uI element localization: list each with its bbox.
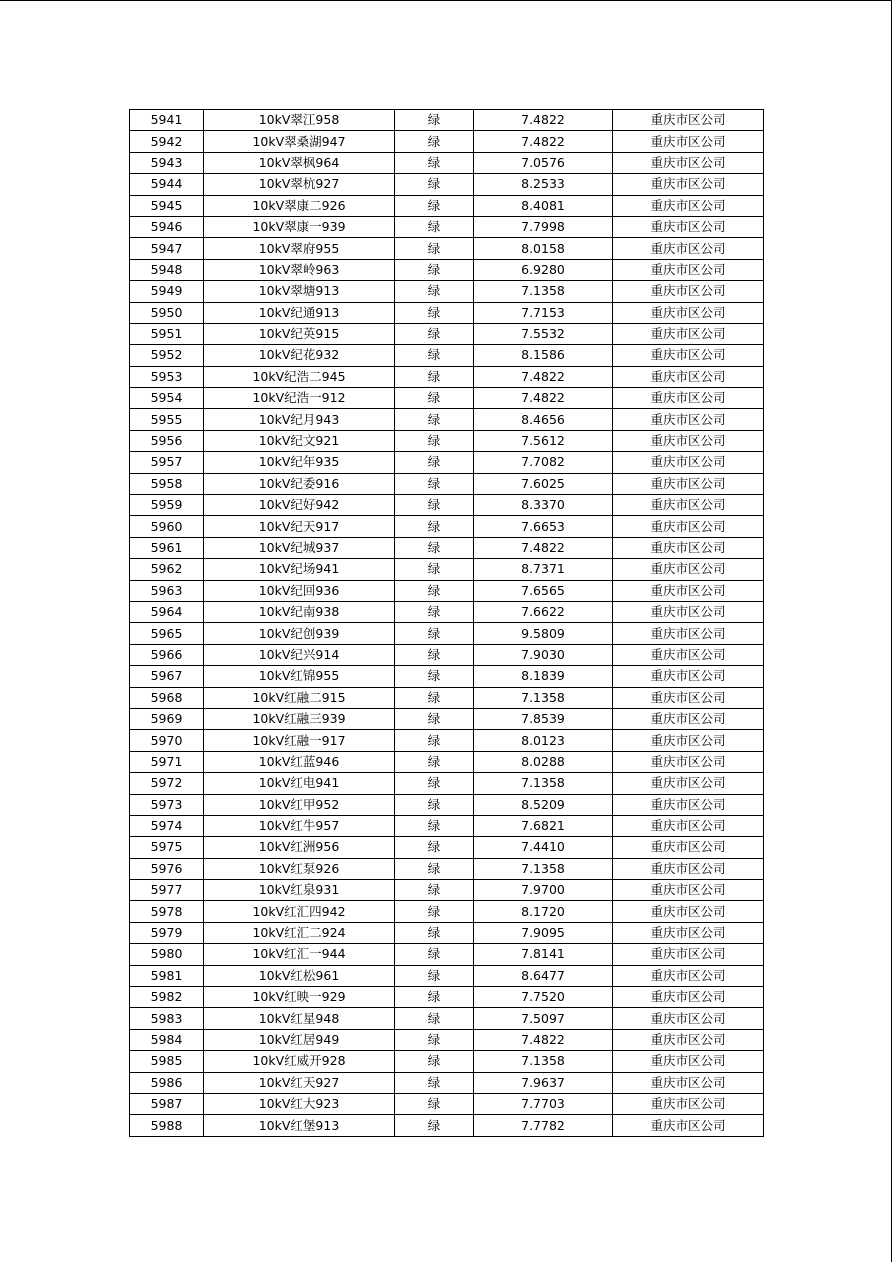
color-level-cell: 绿 — [395, 644, 474, 665]
value-cell: 7.6565 — [474, 580, 613, 601]
company-cell: 重庆市区公司 — [613, 1008, 764, 1029]
value-cell: 7.9095 — [474, 922, 613, 943]
value-cell: 7.4822 — [474, 110, 613, 131]
value-cell: 7.7520 — [474, 987, 613, 1008]
row-number-cell: 5947 — [130, 238, 204, 259]
company-cell: 重庆市区公司 — [613, 666, 764, 687]
line-name-cell: 10kV红洲956 — [204, 837, 395, 858]
row-number-cell: 5970 — [130, 730, 204, 751]
company-cell: 重庆市区公司 — [613, 473, 764, 494]
line-name-cell: 10kV纪天917 — [204, 516, 395, 537]
table-row — [130, 238, 764, 259]
row-number-cell: 5948 — [130, 259, 204, 280]
company-cell: 重庆市区公司 — [613, 794, 764, 815]
value-cell: 7.6025 — [474, 473, 613, 494]
table-row — [130, 559, 764, 580]
row-number-cell: 5951 — [130, 323, 204, 344]
company-cell: 重庆市区公司 — [613, 430, 764, 451]
color-level-cell: 绿 — [395, 880, 474, 901]
color-level-cell: 绿 — [395, 1008, 474, 1029]
table-row — [130, 281, 764, 302]
row-number-cell: 5972 — [130, 773, 204, 794]
value-cell: 7.5532 — [474, 323, 613, 344]
company-cell: 重庆市区公司 — [613, 815, 764, 836]
row-number-cell: 5979 — [130, 922, 204, 943]
color-level-cell: 绿 — [395, 794, 474, 815]
line-name-cell: 10kV纪场941 — [204, 559, 395, 580]
table-row — [130, 495, 764, 516]
company-cell: 重庆市区公司 — [613, 216, 764, 237]
value-cell: 7.0576 — [474, 152, 613, 173]
color-level-cell: 绿 — [395, 430, 474, 451]
color-level-cell: 绿 — [395, 452, 474, 473]
line-name-cell: 10kV纪月943 — [204, 409, 395, 430]
color-level-cell: 绿 — [395, 1072, 474, 1093]
row-number-cell: 5950 — [130, 302, 204, 323]
line-name-cell: 10kV红泉931 — [204, 880, 395, 901]
company-cell: 重庆市区公司 — [613, 1093, 764, 1114]
row-number-cell: 5959 — [130, 495, 204, 516]
table-row — [130, 987, 764, 1008]
color-level-cell: 绿 — [395, 516, 474, 537]
color-level-cell: 绿 — [395, 922, 474, 943]
company-cell: 重庆市区公司 — [613, 708, 764, 729]
company-cell: 重庆市区公司 — [613, 388, 764, 409]
line-name-cell: 10kV纪创939 — [204, 623, 395, 644]
line-name-cell: 10kV红威开928 — [204, 1051, 395, 1072]
table-row — [130, 323, 764, 344]
table-row — [130, 409, 764, 430]
row-number-cell: 5981 — [130, 965, 204, 986]
row-number-cell: 5987 — [130, 1093, 204, 1114]
table-row — [130, 1115, 764, 1136]
color-level-cell: 绿 — [395, 858, 474, 879]
company-cell: 重庆市区公司 — [613, 195, 764, 216]
table-row — [130, 388, 764, 409]
value-cell: 7.5097 — [474, 1008, 613, 1029]
line-name-cell: 10kV纪文921 — [204, 430, 395, 451]
company-cell: 重庆市区公司 — [613, 152, 764, 173]
value-cell: 8.5209 — [474, 794, 613, 815]
value-cell: 7.1358 — [474, 1051, 613, 1072]
line-name-cell: 10kV红映一929 — [204, 987, 395, 1008]
value-cell: 7.9637 — [474, 1072, 613, 1093]
company-cell: 重庆市区公司 — [613, 751, 764, 772]
row-number-cell: 5963 — [130, 580, 204, 601]
table-row — [130, 901, 764, 922]
line-name-cell: 10kV纪南938 — [204, 601, 395, 622]
company-cell: 重庆市区公司 — [613, 837, 764, 858]
color-level-cell: 绿 — [395, 708, 474, 729]
line-name-cell: 10kV红蓝946 — [204, 751, 395, 772]
company-cell: 重庆市区公司 — [613, 644, 764, 665]
value-cell: 7.1358 — [474, 281, 613, 302]
value-cell: 7.7998 — [474, 216, 613, 237]
row-number-cell: 5945 — [130, 195, 204, 216]
company-cell: 重庆市区公司 — [613, 1072, 764, 1093]
row-number-cell: 5983 — [130, 1008, 204, 1029]
table-row — [130, 666, 764, 687]
table-row — [130, 195, 764, 216]
company-cell: 重庆市区公司 — [613, 687, 764, 708]
value-cell: 7.6821 — [474, 815, 613, 836]
table-row — [130, 751, 764, 772]
table-row — [130, 473, 764, 494]
line-name-cell: 10kV纪兴914 — [204, 644, 395, 665]
row-number-cell: 5986 — [130, 1072, 204, 1093]
company-cell: 重庆市区公司 — [613, 987, 764, 1008]
value-cell: 8.0123 — [474, 730, 613, 751]
table-row — [130, 366, 764, 387]
line-name-cell: 10kV翠枫964 — [204, 152, 395, 173]
company-cell: 重庆市区公司 — [613, 559, 764, 580]
line-name-cell: 10kV翠府955 — [204, 238, 395, 259]
company-cell: 重庆市区公司 — [613, 858, 764, 879]
line-name-cell: 10kV红锦955 — [204, 666, 395, 687]
table-row — [130, 922, 764, 943]
company-cell: 重庆市区公司 — [613, 110, 764, 131]
value-cell: 7.4410 — [474, 837, 613, 858]
company-cell: 重庆市区公司 — [613, 323, 764, 344]
color-level-cell: 绿 — [395, 259, 474, 280]
line-name-cell: 10kV红汇二924 — [204, 922, 395, 943]
table-row — [130, 1093, 764, 1114]
value-cell: 7.8539 — [474, 708, 613, 729]
table-row — [130, 708, 764, 729]
line-name-cell: 10kV纪委916 — [204, 473, 395, 494]
row-number-cell: 5960 — [130, 516, 204, 537]
value-cell: 7.1358 — [474, 687, 613, 708]
table-row — [130, 794, 764, 815]
value-cell: 8.7371 — [474, 559, 613, 580]
line-name-cell: 10kV纪好942 — [204, 495, 395, 516]
row-number-cell: 5980 — [130, 944, 204, 965]
color-level-cell: 绿 — [395, 730, 474, 751]
company-cell: 重庆市区公司 — [613, 452, 764, 473]
row-number-cell: 5973 — [130, 794, 204, 815]
value-cell: 8.1839 — [474, 666, 613, 687]
value-cell: 7.7782 — [474, 1115, 613, 1136]
color-level-cell: 绿 — [395, 837, 474, 858]
table-row — [130, 858, 764, 879]
company-cell: 重庆市区公司 — [613, 730, 764, 751]
value-cell: 8.4081 — [474, 195, 613, 216]
table-row — [130, 773, 764, 794]
line-name-cell: 10kV纪年935 — [204, 452, 395, 473]
row-number-cell: 5975 — [130, 837, 204, 858]
row-number-cell: 5964 — [130, 601, 204, 622]
line-name-cell: 10kV红堡913 — [204, 1115, 395, 1136]
value-cell: 7.4822 — [474, 366, 613, 387]
value-cell: 6.9280 — [474, 259, 613, 280]
color-level-cell: 绿 — [395, 195, 474, 216]
value-cell: 8.6477 — [474, 965, 613, 986]
line-name-cell: 10kV红泵926 — [204, 858, 395, 879]
color-level-cell: 绿 — [395, 131, 474, 152]
row-number-cell: 5962 — [130, 559, 204, 580]
color-level-cell: 绿 — [395, 773, 474, 794]
table-row — [130, 837, 764, 858]
line-name-cell: 10kV翠杭927 — [204, 174, 395, 195]
color-level-cell: 绿 — [395, 1051, 474, 1072]
row-number-cell: 5977 — [130, 880, 204, 901]
company-cell: 重庆市区公司 — [613, 537, 764, 558]
color-level-cell: 绿 — [395, 580, 474, 601]
line-name-cell: 10kV纪城937 — [204, 537, 395, 558]
value-cell: 7.7082 — [474, 452, 613, 473]
company-cell: 重庆市区公司 — [613, 1115, 764, 1136]
color-level-cell: 绿 — [395, 323, 474, 344]
value-cell: 7.9700 — [474, 880, 613, 901]
line-name-cell: 10kV纪英915 — [204, 323, 395, 344]
value-cell: 7.6653 — [474, 516, 613, 537]
row-number-cell: 5984 — [130, 1029, 204, 1050]
row-number-cell: 5988 — [130, 1115, 204, 1136]
color-level-cell: 绿 — [395, 751, 474, 772]
line-name-cell: 10kV纪回936 — [204, 580, 395, 601]
color-level-cell: 绿 — [395, 623, 474, 644]
table-row — [130, 815, 764, 836]
table-row — [130, 110, 764, 131]
line-name-cell: 10kV翠岭963 — [204, 259, 395, 280]
row-number-cell: 5965 — [130, 623, 204, 644]
table-row — [130, 452, 764, 473]
table-row — [130, 965, 764, 986]
line-name-cell: 10kV红甲952 — [204, 794, 395, 815]
value-cell: 7.9030 — [474, 644, 613, 665]
table-row — [130, 345, 764, 366]
company-cell: 重庆市区公司 — [613, 901, 764, 922]
company-cell: 重庆市区公司 — [613, 345, 764, 366]
row-number-cell: 5952 — [130, 345, 204, 366]
row-number-cell: 5942 — [130, 131, 204, 152]
company-cell: 重庆市区公司 — [613, 922, 764, 943]
value-cell: 9.5809 — [474, 623, 613, 644]
table-row — [130, 1029, 764, 1050]
line-name-cell: 10kV纪通913 — [204, 302, 395, 323]
color-level-cell: 绿 — [395, 1029, 474, 1050]
row-number-cell: 5971 — [130, 751, 204, 772]
color-level-cell: 绿 — [395, 537, 474, 558]
row-number-cell: 5941 — [130, 110, 204, 131]
table-row — [130, 1072, 764, 1093]
line-name-cell: 10kV红牛957 — [204, 815, 395, 836]
table-row — [130, 131, 764, 152]
line-name-cell: 10kV纪花932 — [204, 345, 395, 366]
value-cell: 8.2533 — [474, 174, 613, 195]
color-level-cell: 绿 — [395, 345, 474, 366]
row-number-cell: 5968 — [130, 687, 204, 708]
table-row — [130, 944, 764, 965]
row-number-cell: 5954 — [130, 388, 204, 409]
value-cell: 8.0288 — [474, 751, 613, 772]
value-cell: 7.4822 — [474, 131, 613, 152]
table-row — [130, 259, 764, 280]
color-level-cell: 绿 — [395, 815, 474, 836]
line-name-cell: 10kV红天927 — [204, 1072, 395, 1093]
row-number-cell: 5943 — [130, 152, 204, 173]
company-cell: 重庆市区公司 — [613, 409, 764, 430]
table-row — [130, 302, 764, 323]
line-name-cell: 10kV翠桑湖947 — [204, 131, 395, 152]
color-level-cell: 绿 — [395, 1115, 474, 1136]
color-level-cell: 绿 — [395, 409, 474, 430]
table-row — [130, 1051, 764, 1072]
color-level-cell: 绿 — [395, 987, 474, 1008]
color-level-cell: 绿 — [395, 687, 474, 708]
line-name-cell: 10kV红融三939 — [204, 708, 395, 729]
color-level-cell: 绿 — [395, 473, 474, 494]
color-level-cell: 绿 — [395, 965, 474, 986]
color-level-cell: 绿 — [395, 238, 474, 259]
table-row — [130, 537, 764, 558]
data-table — [129, 109, 764, 1137]
line-name-cell: 10kV红融二915 — [204, 687, 395, 708]
row-number-cell: 5967 — [130, 666, 204, 687]
line-name-cell: 10kV翠康二926 — [204, 195, 395, 216]
value-cell: 7.5612 — [474, 430, 613, 451]
row-number-cell: 5956 — [130, 430, 204, 451]
company-cell: 重庆市区公司 — [613, 1051, 764, 1072]
row-number-cell: 5982 — [130, 987, 204, 1008]
row-number-cell: 5961 — [130, 537, 204, 558]
value-cell: 7.7153 — [474, 302, 613, 323]
company-cell: 重庆市区公司 — [613, 965, 764, 986]
value-cell: 8.3370 — [474, 495, 613, 516]
value-cell: 7.4822 — [474, 1029, 613, 1050]
table-row — [130, 580, 764, 601]
value-cell: 8.1586 — [474, 345, 613, 366]
value-cell: 8.1720 — [474, 901, 613, 922]
line-name-cell: 10kV红融一917 — [204, 730, 395, 751]
row-number-cell: 5949 — [130, 281, 204, 302]
company-cell: 重庆市区公司 — [613, 623, 764, 644]
company-cell: 重庆市区公司 — [613, 580, 764, 601]
color-level-cell: 绿 — [395, 174, 474, 195]
color-level-cell: 绿 — [395, 388, 474, 409]
row-number-cell: 5966 — [130, 644, 204, 665]
company-cell: 重庆市区公司 — [613, 238, 764, 259]
company-cell: 重庆市区公司 — [613, 174, 764, 195]
line-name-cell: 10kV红星948 — [204, 1008, 395, 1029]
color-level-cell: 绿 — [395, 1093, 474, 1114]
table-row — [130, 880, 764, 901]
color-level-cell: 绿 — [395, 495, 474, 516]
company-cell: 重庆市区公司 — [613, 495, 764, 516]
row-number-cell: 5955 — [130, 409, 204, 430]
value-cell: 8.0158 — [474, 238, 613, 259]
company-cell: 重庆市区公司 — [613, 259, 764, 280]
line-name-cell: 10kV纪浩二945 — [204, 366, 395, 387]
value-cell: 7.6622 — [474, 601, 613, 622]
value-cell: 7.1358 — [474, 858, 613, 879]
table-row — [130, 1008, 764, 1029]
table-row — [130, 730, 764, 751]
table-row — [130, 623, 764, 644]
color-level-cell: 绿 — [395, 152, 474, 173]
company-cell: 重庆市区公司 — [613, 880, 764, 901]
line-name-cell: 10kV红汇四942 — [204, 901, 395, 922]
row-number-cell: 5944 — [130, 174, 204, 195]
color-level-cell: 绿 — [395, 901, 474, 922]
value-cell: 8.4656 — [474, 409, 613, 430]
company-cell: 重庆市区公司 — [613, 366, 764, 387]
value-cell: 7.1358 — [474, 773, 613, 794]
value-cell: 7.4822 — [474, 388, 613, 409]
row-number-cell: 5957 — [130, 452, 204, 473]
color-level-cell: 绿 — [395, 559, 474, 580]
table-row — [130, 152, 764, 173]
row-number-cell: 5978 — [130, 901, 204, 922]
company-cell: 重庆市区公司 — [613, 601, 764, 622]
line-name-cell: 10kV翠康一939 — [204, 216, 395, 237]
company-cell: 重庆市区公司 — [613, 944, 764, 965]
row-number-cell: 5969 — [130, 708, 204, 729]
color-level-cell: 绿 — [395, 216, 474, 237]
row-number-cell: 5974 — [130, 815, 204, 836]
row-number-cell: 5985 — [130, 1051, 204, 1072]
color-level-cell: 绿 — [395, 366, 474, 387]
row-number-cell: 5946 — [130, 216, 204, 237]
line-name-cell: 10kV翠江958 — [204, 110, 395, 131]
table-row — [130, 174, 764, 195]
table-row — [130, 516, 764, 537]
company-cell: 重庆市区公司 — [613, 131, 764, 152]
color-level-cell: 绿 — [395, 110, 474, 131]
company-cell: 重庆市区公司 — [613, 773, 764, 794]
color-level-cell: 绿 — [395, 281, 474, 302]
line-name-cell: 10kV红电941 — [204, 773, 395, 794]
table-body — [130, 110, 764, 1137]
table-row — [130, 216, 764, 237]
line-name-cell: 10kV红汇一944 — [204, 944, 395, 965]
row-number-cell: 5958 — [130, 473, 204, 494]
color-level-cell: 绿 — [395, 302, 474, 323]
company-cell: 重庆市区公司 — [613, 281, 764, 302]
table-row — [130, 644, 764, 665]
company-cell: 重庆市区公司 — [613, 516, 764, 537]
color-level-cell: 绿 — [395, 666, 474, 687]
value-cell: 7.4822 — [474, 537, 613, 558]
table-row — [130, 687, 764, 708]
table-row — [130, 601, 764, 622]
row-number-cell: 5976 — [130, 858, 204, 879]
table-row — [130, 430, 764, 451]
company-cell: 重庆市区公司 — [613, 1029, 764, 1050]
value-cell: 7.8141 — [474, 944, 613, 965]
line-name-cell: 10kV红松961 — [204, 965, 395, 986]
color-level-cell: 绿 — [395, 601, 474, 622]
company-cell: 重庆市区公司 — [613, 302, 764, 323]
line-name-cell: 10kV纪浩一912 — [204, 388, 395, 409]
line-name-cell: 10kV红大923 — [204, 1093, 395, 1114]
color-level-cell: 绿 — [395, 944, 474, 965]
row-number-cell: 5953 — [130, 366, 204, 387]
line-name-cell: 10kV翠塘913 — [204, 281, 395, 302]
line-name-cell: 10kV红居949 — [204, 1029, 395, 1050]
value-cell: 7.7703 — [474, 1093, 613, 1114]
